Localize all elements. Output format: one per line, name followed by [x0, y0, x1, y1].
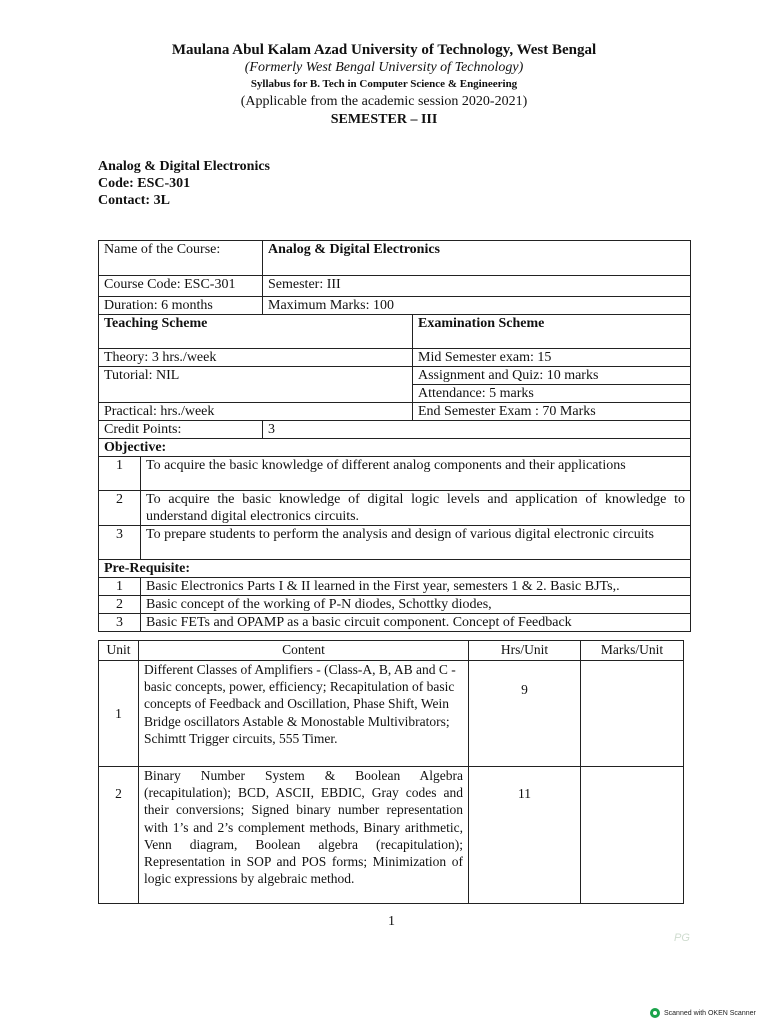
course-name-label: Name of the Course: — [99, 241, 263, 276]
max-marks-cell: Maximum Marks: 100 — [263, 297, 691, 315]
tutorial-cell: Tutorial: NIL — [99, 367, 413, 403]
unit-hours: 9 — [469, 661, 581, 767]
prerequisite-number: 3 — [99, 614, 141, 632]
attendance-cell: Attendance: 5 marks — [413, 385, 691, 403]
objective-heading: Objective: — [99, 439, 691, 457]
semester-cell: Semester: III — [263, 276, 691, 297]
hrs-header: Hrs/Unit — [469, 641, 581, 661]
prerequisite-row — [99, 578, 691, 596]
objective-number: 3 — [99, 526, 141, 560]
objective-number: 1 — [99, 457, 141, 491]
teaching-scheme-heading: Teaching Scheme — [99, 315, 413, 349]
prerequisite-number: 1 — [99, 578, 141, 596]
scanner-text: Scanned with OKEN Scanner — [664, 1009, 756, 1017]
content-header: Content — [139, 641, 469, 661]
unit-row — [99, 661, 684, 767]
unit-content: Binary Number System & Boolean Algebra (recapitulation); BCD, ASCII, EBDIC, Gray codes and their conversions; Signed binary number representation with 1’s and 2’s complement methods, Binary arithmetic, Venn diagram, Boolean algebra (recapitulation); Representation in SOP and POS forms; Minimization of logic expressions by algebraic method. — [139, 767, 469, 904]
unit-content: Different Classes of Amplifiers - (Class-A, B, AB and C - basic concepts, power, efficiency; Recapitulation of basic concepts of Feedback and Oscillation, Phase Shift, Wein Bridge oscillators Astable & Monostable Multivibrators; Schimtt Trigger circuits, 555 Timer. — [139, 661, 469, 767]
objective-text: To acquire the basic knowledge of digital logic levels and application of knowledge to understand digital electronics circuits. — [141, 491, 691, 526]
objective-row — [99, 526, 691, 560]
course-title: Analog & Digital Electronics — [98, 159, 271, 174]
syllabus-title: Syllabus for B. Tech in Computer Science & Engineering — [250, 78, 518, 90]
unit-number: 2 — [99, 767, 139, 904]
credit-points-value: 3 — [263, 421, 691, 439]
course-code: Code: ESC-301 — [98, 176, 191, 191]
end-sem-cell: End Semester Exam : 70 Marks — [413, 403, 691, 421]
watermark: PG — [674, 932, 690, 944]
credit-points-label: Credit Points: — [99, 421, 263, 439]
page-number: 1 — [388, 914, 395, 929]
unit-hours: 11 — [469, 767, 581, 904]
marks-header: Marks/Unit — [581, 641, 684, 661]
assignment-cell: Assignment and Quiz: 10 marks — [413, 367, 691, 385]
objective-row — [99, 457, 691, 491]
objective-text: To acquire the basic knowledge of different analog components and their applications — [141, 457, 691, 491]
prerequisite-text: Basic FETs and OPAMP as a basic circuit component. Concept of Feedback — [141, 614, 691, 632]
university-name: Maulana Abul Kalam Azad University of Technology, West Bengal — [171, 42, 597, 58]
unit-marks — [581, 767, 684, 904]
unit-row — [99, 767, 684, 904]
objective-row — [99, 491, 691, 526]
units-table — [98, 640, 684, 904]
course-details-table — [98, 240, 691, 632]
units-header-row — [99, 641, 684, 661]
course-contact: Contact: 3L — [98, 193, 170, 208]
exam-scheme-heading: Examination Scheme — [413, 315, 691, 349]
course-code-cell: Course Code: ESC-301 — [99, 276, 263, 297]
prerequisite-number: 2 — [99, 596, 141, 614]
prerequisite-text: Basic Electronics Parts I & II learned in the First year, semesters 1 & 2. Basic BJTs,. — [141, 578, 691, 596]
unit-marks — [581, 661, 684, 767]
prerequisite-row — [99, 614, 691, 632]
document-header — [0, 42, 768, 128]
prerequisite-heading: Pre-Requisite: — [99, 560, 691, 578]
duration-cell: Duration: 6 months — [99, 297, 263, 315]
applicable-session: (Applicable from the academic session 2020-2021) — [240, 94, 528, 109]
objective-text: To prepare students to perform the analysis and design of various digital electronic circuits — [141, 526, 691, 560]
prerequisite-text: Basic concept of the working of P-N diodes, Schottky diodes, — [141, 596, 691, 614]
unit-number: 1 — [99, 661, 139, 767]
prerequisite-row — [99, 596, 691, 614]
scanner-stamp — [650, 1008, 756, 1018]
former-name: (Formerly West Bengal University of Technology) — [244, 60, 524, 75]
mid-sem-cell: Mid Semester exam: 15 — [413, 349, 691, 367]
course-name-value: Analog & Digital Electronics — [263, 241, 691, 276]
practical-cell: Practical: hrs./week — [99, 403, 413, 421]
course-heading — [98, 158, 270, 209]
objective-number: 2 — [99, 491, 141, 526]
scanner-logo-icon — [650, 1008, 660, 1018]
theory-cell: Theory: 3 hrs./week — [99, 349, 413, 367]
semester-title: SEMESTER – III — [330, 112, 438, 127]
unit-header: Unit — [99, 641, 139, 661]
